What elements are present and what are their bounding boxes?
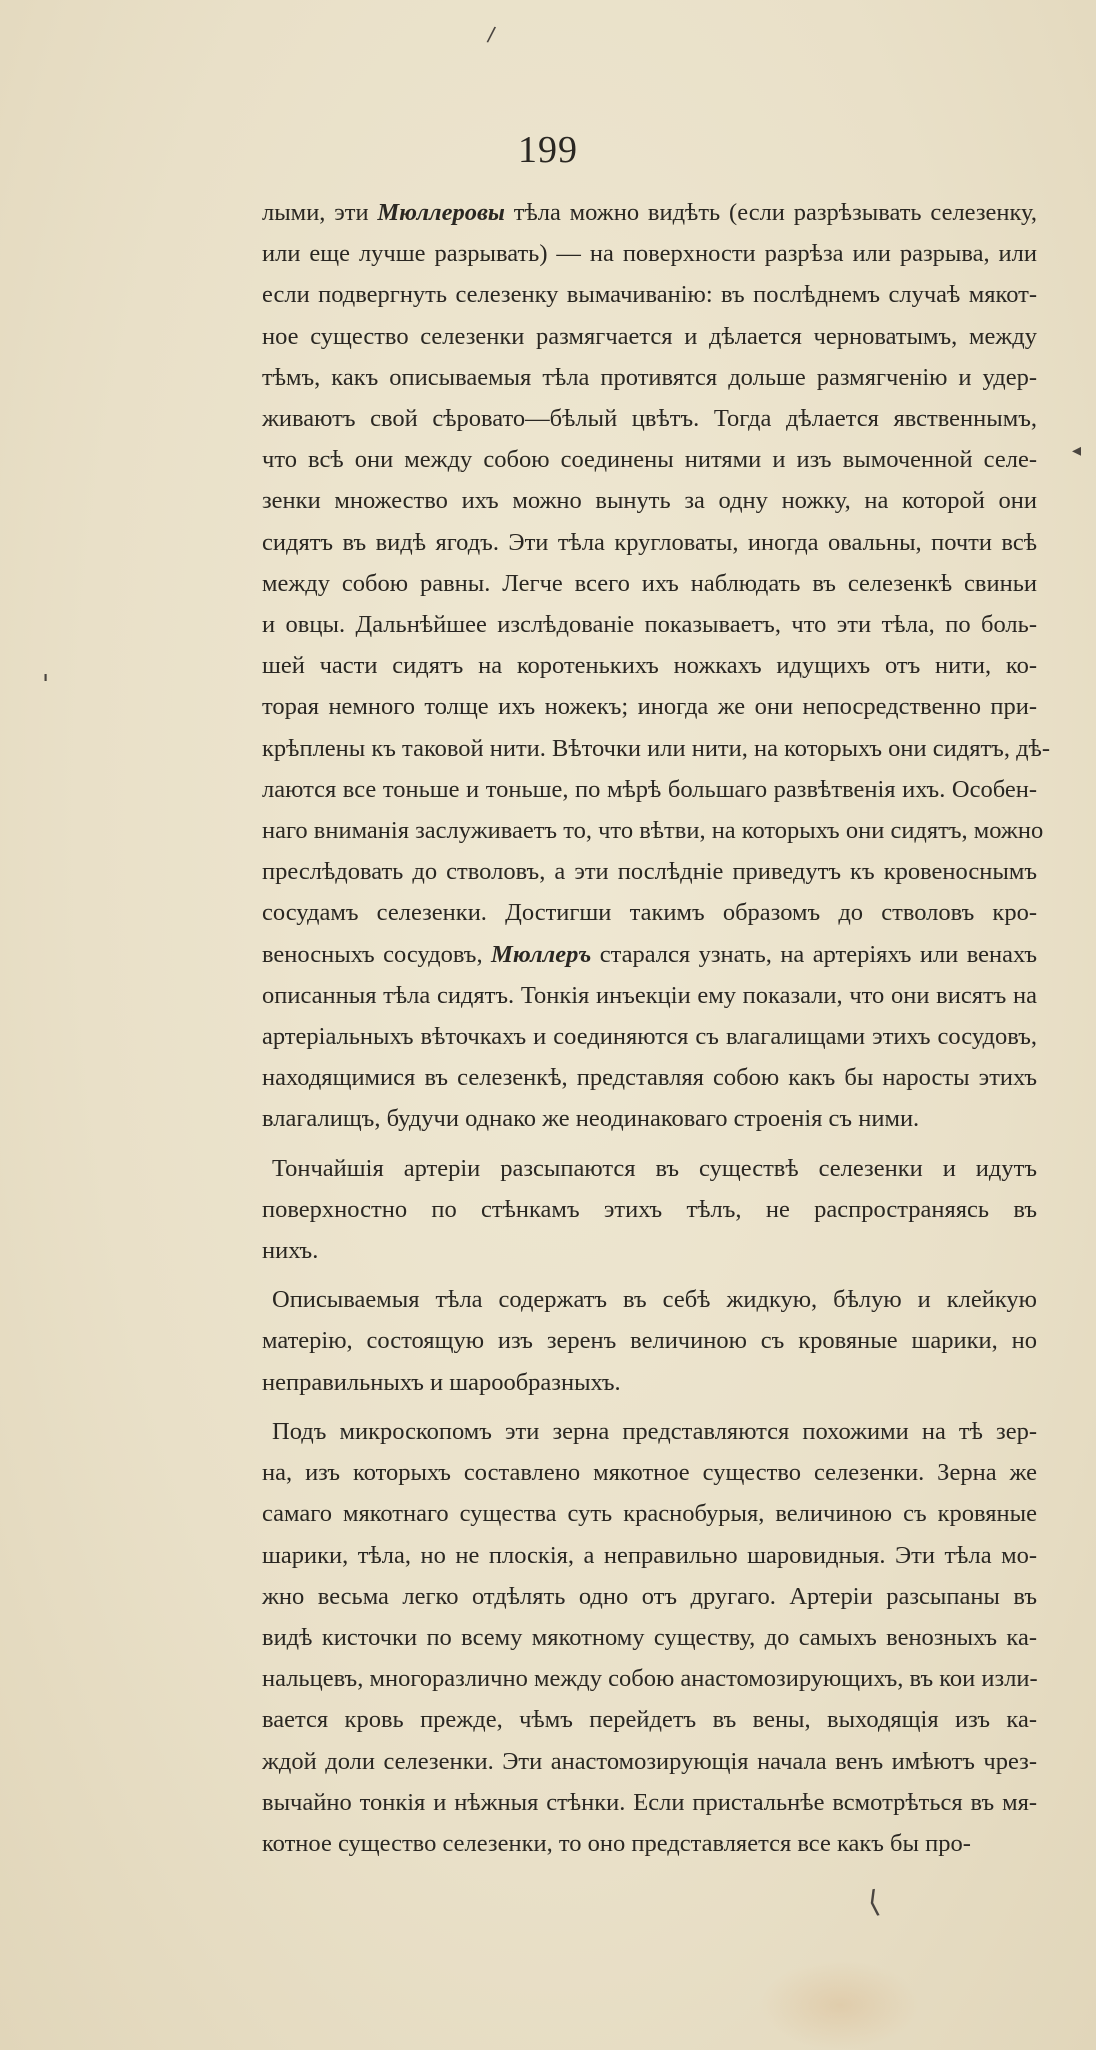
text-run: что всѣ они между собою соединены нитями и изъ вымоченной селе- [262,446,1037,474]
text-run: жно весьма легко отдѣлять одно отъ другаго. Артеріи разсыпаны въ [262,1582,1037,1610]
text-line [262,686,1037,727]
text-run: и овцы. Дальнѣйшее изслѣдованіе показываетъ, что эти тѣла, по боль- [262,611,1037,639]
text-line [262,769,1037,810]
text-line [262,439,1037,480]
text-line [262,645,1037,686]
text-run: находящимися въ селезенкѣ, представляя собою какъ бы наросты этихъ [262,1064,1037,1092]
text-run: веносныхъ сосудовъ, [262,940,492,968]
text-line [262,1411,1037,1452]
text-run: артеріальныхъ вѣточкахъ и соединяются съ влагалищами этихъ сосудовъ, [262,1023,1037,1051]
text-run: Тончайшія артеріи разсыпаются въ существѣ селезенки и идутъ [272,1154,1037,1182]
paragraph [262,1279,1037,1403]
text-run: ное существо селезенки размягчается и дѣлается черноватымъ, между [262,322,1037,350]
text-line [262,1320,1037,1361]
text-run: нихъ. [262,1237,319,1265]
text-run: если подвергнуть селезенку вымачиванію: въ послѣднемъ случаѣ мякот- [262,281,1037,309]
text-run: Подъ микроскопомъ эти зерна представляются похожими на тѣ зер- [272,1417,1037,1445]
text-line [262,1016,1037,1057]
text-line [262,1823,1037,1864]
text-run: самаго мякотнаго существа суть краснобурыя, величиною съ кровяные [262,1500,1037,1528]
text-run: нальцевъ, многоразлично между собою анастомозирующихъ, въ кои изли- [262,1665,1038,1693]
text-run: преслѣдовать до стволовъ, а эти послѣдніе приведутъ къ кровеноснымъ [262,858,1037,886]
text-run: неправильныхъ и шарообразныхъ. [262,1368,621,1396]
text-line [262,1362,1037,1403]
page-number: 199 [518,129,578,171]
body-text [262,192,1051,1864]
text-line [262,810,1044,851]
text-run: матерію, состоящую изъ зеренъ величиною съ кровяные шарики, но [262,1327,1037,1355]
text-run: между собою равны. Легче всего ихъ наблюдать въ селезенкѣ свиньи [262,569,1037,597]
text-run: сосудамъ селезенки. Достигши такимъ образомъ до стволовъ кро- [262,899,1037,927]
paragraph [262,192,1051,1140]
text-line [262,1493,1037,1534]
text-run: влагалищъ, будучи однако же неодинаковаго строенія съ ними. [262,1105,920,1133]
text-run: вычайно тонкія и нѣжныя стѣнки. Если пристальнѣе всмотрѣться въ мя- [262,1788,1037,1816]
text-line [262,192,1037,233]
pencil-tick-left: ' [42,670,50,700]
text-line [262,1741,1037,1782]
text-line [262,1699,1037,1740]
text-run: вается кровь прежде, чѣмъ перейдетъ въ вены, выходящія изъ ка- [262,1706,1037,1734]
text-run: описанныя тѣла сидятъ. Тонкія инъекціи ему показали, что они висятъ на [262,981,1037,1009]
text-run: старался узнать, на артеріяхъ или венахъ [591,940,1037,968]
text-run: или еще лучше разрывать) — на поверхности разрѣза или разрыва, или [262,240,1037,268]
paper-stain [760,1960,920,2050]
text-line [262,1452,1037,1493]
text-run: Описываемыя тѣла содержатъ въ себѣ жидкую, бѣлую и клейкую [272,1286,1037,1314]
italic-name: Мюллеровы [377,199,505,226]
text-line [262,934,1037,975]
text-line [262,1189,1037,1230]
text-run: на, изъ которыхъ составлено мякотное существо селезенки. Зерна же [262,1459,1037,1487]
text-line [262,851,1037,892]
text-run: поверхностно по стѣнкамъ этихъ тѣлъ, не распространяясь въ [262,1195,1037,1223]
text-run: котное существо селезенки, то оно представляется все какъ бы про- [262,1829,971,1857]
text-run: зенки множество ихъ можно вынуть за одну ножку, на которой они [262,487,1037,515]
text-line [262,480,1037,521]
paragraph [262,1148,1037,1272]
text-line [262,604,1037,645]
text-run: живаютъ свой сѣровато—бѣлый цвѣтъ. Тогда дѣлается явственнымъ, [262,405,1037,433]
text-run: торая немного толще ихъ ножекъ; иногда же они непосредственно при- [262,693,1037,721]
text-run: шарики, тѣла, но не плоскія, а неправильно шаровидныя. Эти тѣла мо- [262,1541,1037,1569]
text-line [262,1617,1037,1658]
text-run: крѣплены къ таковой нити. Вѣточки или нити, на которыхъ они сидятъ, дѣ- [262,734,1051,762]
text-line [262,1279,1037,1320]
text-run: лыми, эти [262,199,378,226]
pencil-stroke-bottom: ⟨ [865,1884,883,1921]
text-line [262,892,1037,933]
text-line [262,357,1037,398]
text-line [262,522,1037,563]
text-line [262,975,1037,1016]
text-line [262,274,1037,315]
text-line [262,233,1037,274]
text-line [262,1148,1037,1189]
text-line [262,1576,1037,1617]
text-line [262,563,1037,604]
text-line [262,1057,1037,1098]
margin-arrow-right: ◂ [1072,440,1082,461]
italic-name: Мюллеръ [491,940,592,968]
text-line [262,1535,1037,1576]
text-line [262,316,1037,357]
pencil-stroke-top: / [485,21,497,47]
text-line [262,398,1037,439]
text-line [262,1098,1037,1139]
text-run: тѣмъ, какъ описываемыя тѣла противятся дольше размягченію и удер- [262,363,1037,391]
text-run: тѣла можно видѣть (если разрѣзывать селезенку, [504,199,1037,226]
paragraph [262,1411,1037,1864]
text-run: лаются все тоньше и тоньше, по мѣрѣ большаго развѣтвенія ихъ. Особен- [262,775,1037,803]
text-run: видѣ кисточки по всему мякотному существу, до самыхъ венозныхъ ка- [262,1623,1037,1651]
text-run: сидятъ въ видѣ ягодъ. Эти тѣла кругловаты, иногда овальны, почти всѣ [262,528,1037,556]
text-run: шей части сидятъ на коротенькихъ ножкахъ идущихъ отъ нити, ко- [262,652,1037,680]
text-line [262,728,1051,769]
text-line [262,1782,1037,1823]
text-line [262,1658,1037,1699]
text-run: наго вниманія заслуживаетъ то, что вѣтви, на которыхъ они сидятъ, можно [262,817,1044,845]
text-line [262,1230,1037,1271]
text-run: ждой доли селезенки. Эти анастомозирующія начала венъ имѣютъ чрез- [262,1747,1037,1775]
